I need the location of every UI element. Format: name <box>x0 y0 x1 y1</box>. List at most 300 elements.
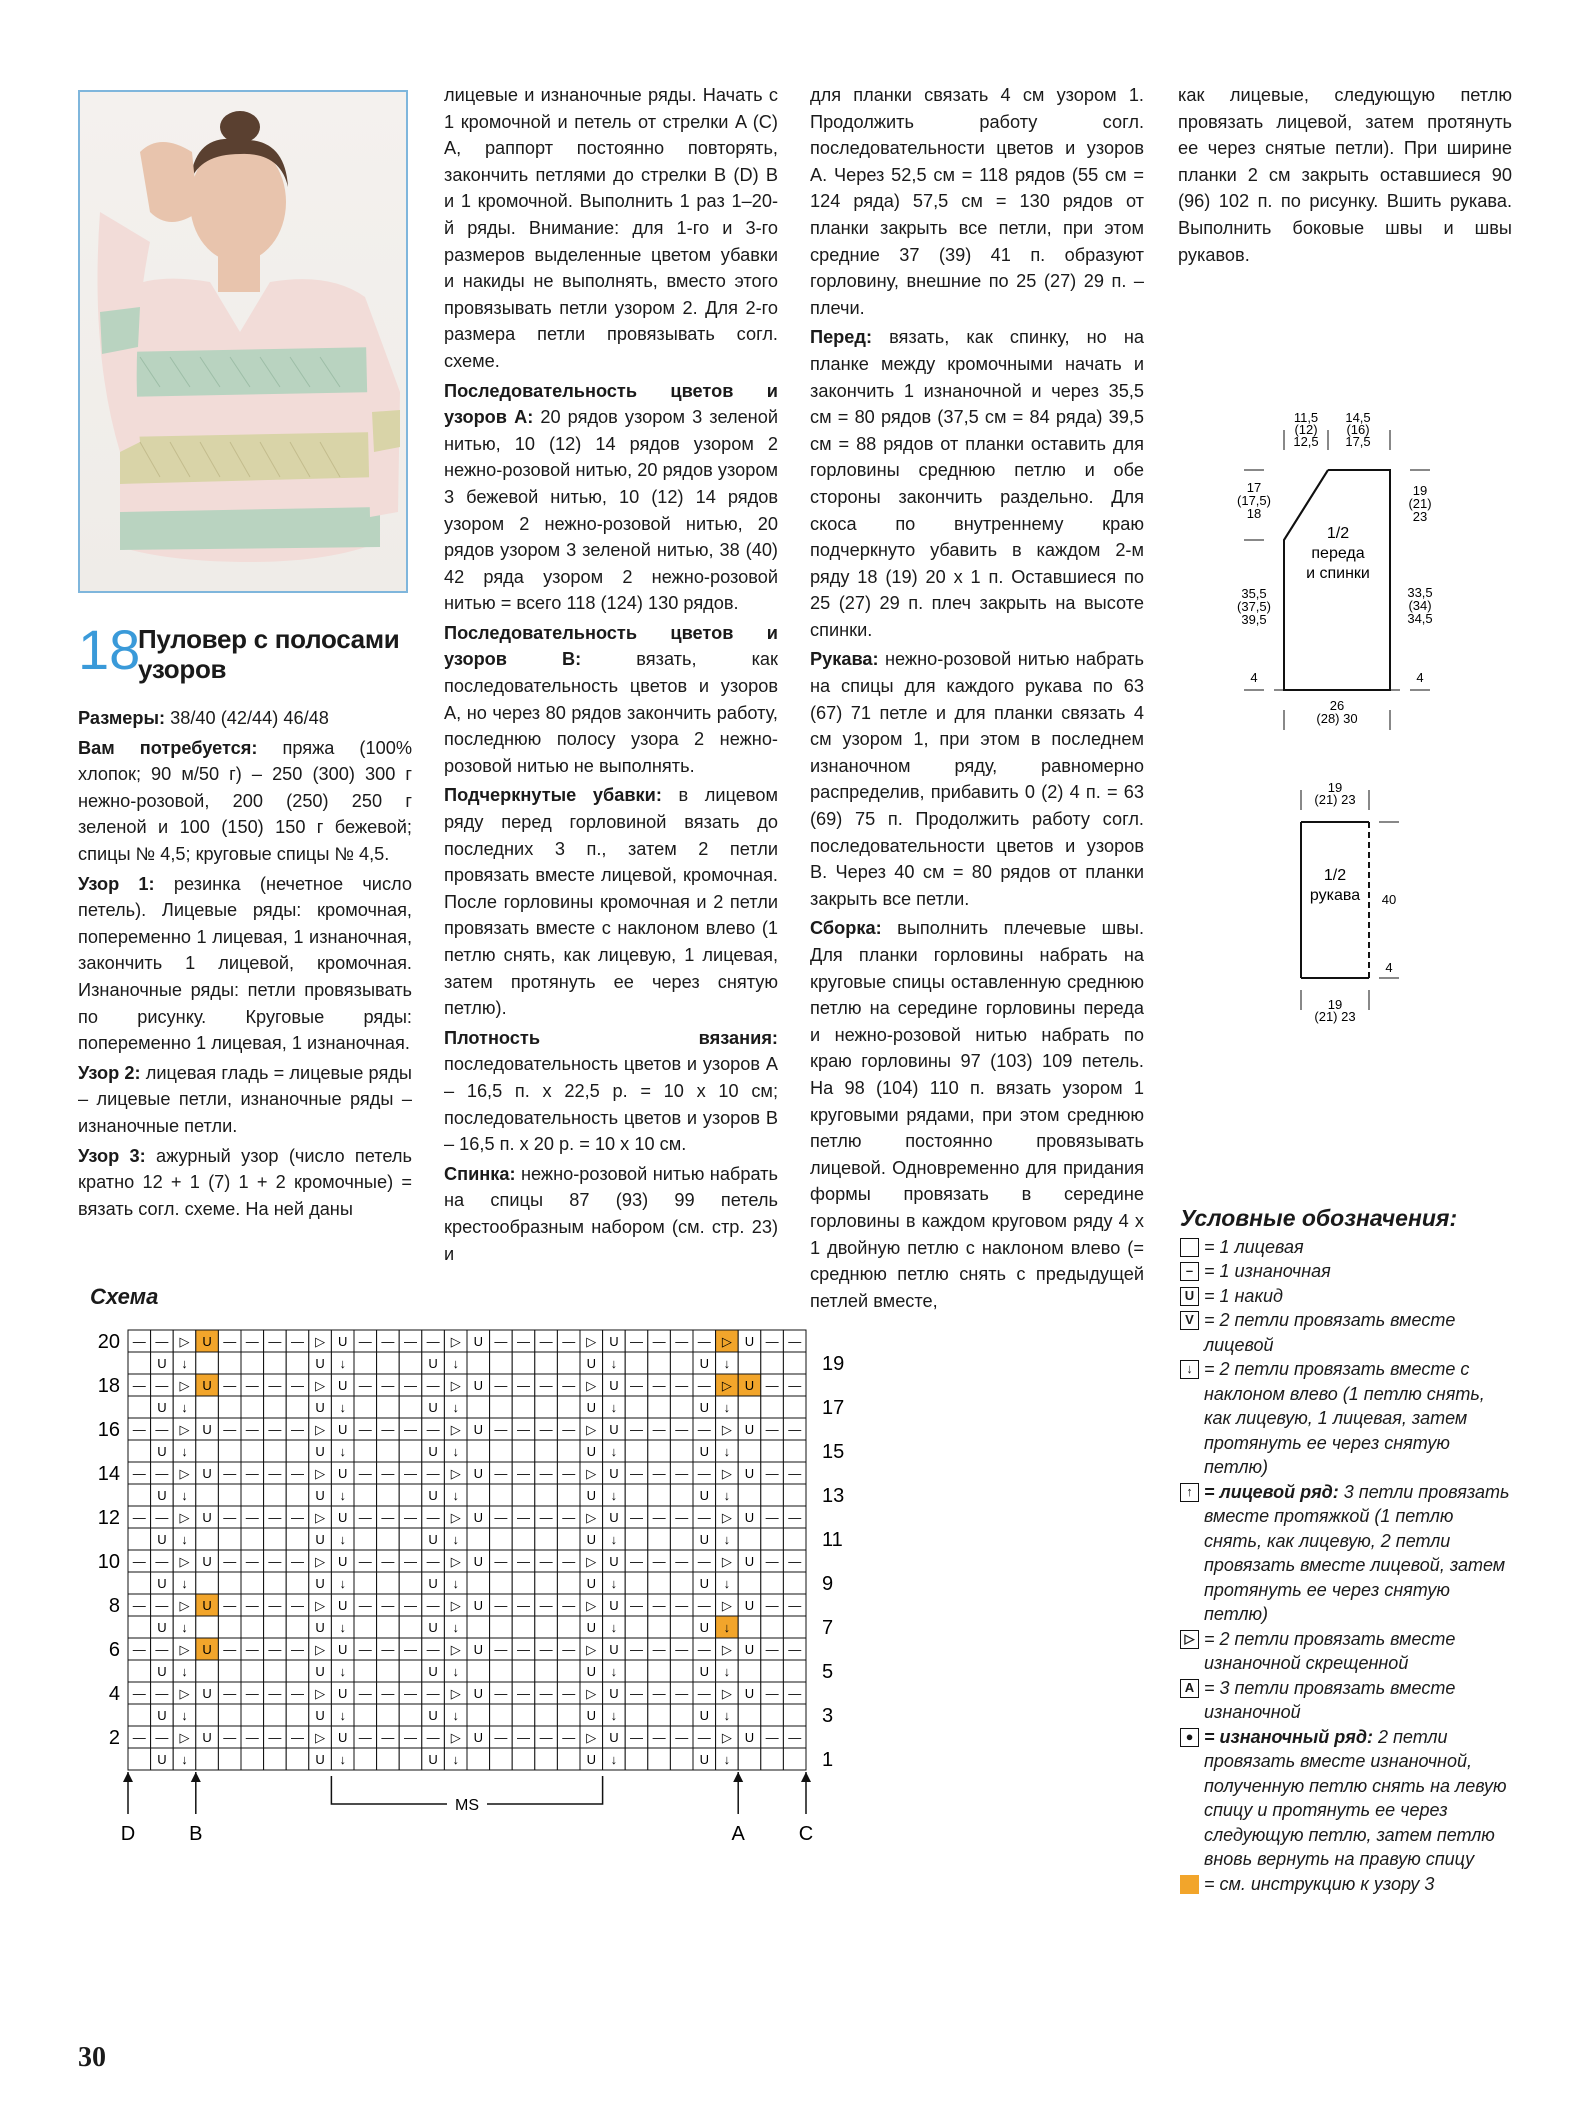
chart-stitch: ↓ <box>723 1620 731 1635</box>
chart-stitch: U <box>315 1752 325 1767</box>
chart-stitch: U <box>609 1642 619 1657</box>
chart-cell <box>490 1352 513 1374</box>
chart-arrow-head <box>733 1772 743 1782</box>
chart-stitch: ▷ <box>586 1554 597 1569</box>
chart-stitch: ▷ <box>315 1730 326 1745</box>
paragraph <box>810 82 1144 321</box>
pattern-number: 18 <box>78 618 141 681</box>
chart-cell <box>467 1572 490 1594</box>
chart-cell <box>670 1484 693 1506</box>
chart-stitch: — <box>245 1598 259 1613</box>
chart-cell <box>625 1704 648 1726</box>
chart-stitch: — <box>539 1422 553 1437</box>
legend-text: = 1 лицевая <box>1204 1236 1304 1257</box>
chart-stitch: ↓ <box>610 1488 618 1503</box>
chart-cell <box>512 1352 535 1374</box>
paragraph-label: Последовательность цветов и узоров A: <box>444 380 778 428</box>
chart-stitch: — <box>562 1730 576 1745</box>
chart-stitch: U <box>202 1466 212 1481</box>
chart-cell <box>467 1660 490 1682</box>
chart-stitch: — <box>245 1378 259 1393</box>
chart-stitch: — <box>788 1686 802 1701</box>
text-column-3 <box>810 82 1144 1317</box>
chart-stitch: — <box>268 1686 282 1701</box>
chart-stitch: ▷ <box>586 1598 597 1613</box>
chart-stitch: ▷ <box>721 1598 732 1613</box>
chart-stitch: ↓ <box>339 1576 346 1591</box>
chart-stitch: — <box>245 1642 259 1657</box>
chart-row-label-left: 6 <box>108 1639 120 1661</box>
chart-stitch: — <box>404 1642 417 1657</box>
chart-cell <box>128 1660 151 1682</box>
chart-stitch: ▷ <box>179 1466 190 1481</box>
paragraph-label: Рукава: <box>810 649 879 670</box>
chart-cell <box>625 1660 648 1682</box>
chart-row-label-right: 17 <box>822 1397 845 1419</box>
chart-stitch: U <box>428 1532 438 1547</box>
chart-stitch: ▷ <box>315 1378 326 1393</box>
chart-stitch: ▷ <box>179 1642 190 1657</box>
chart-stitch: ▷ <box>315 1334 326 1349</box>
chart-cell <box>196 1704 219 1726</box>
chart-stitch: U <box>586 1752 596 1767</box>
chart-stitch: ↓ <box>452 1400 459 1415</box>
chart-stitch: — <box>268 1422 282 1437</box>
chart-stitch: U <box>157 1356 167 1371</box>
chart-stitch: — <box>652 1686 666 1701</box>
chart-stitch: — <box>245 1422 259 1437</box>
chart-stitch: ▷ <box>179 1378 190 1393</box>
chart-stitch: U <box>338 1686 348 1701</box>
paragraph-label: Последовательность цветов и узоров B: <box>444 622 778 670</box>
chart-stitch: U <box>338 1598 348 1613</box>
chart-stitch: ▷ <box>450 1422 461 1437</box>
chart-stitch: — <box>765 1598 779 1613</box>
chart-stitch: — <box>223 1730 237 1745</box>
chart-stitch: — <box>630 1642 643 1657</box>
chart-cell <box>218 1616 241 1638</box>
chart-stitch: U <box>428 1620 438 1635</box>
paragraph <box>1178 82 1512 268</box>
chart-cell <box>648 1396 671 1418</box>
chart-stitch: ▷ <box>315 1422 326 1437</box>
paragraph <box>444 378 778 617</box>
chart-cell <box>490 1748 513 1770</box>
chart-cell <box>128 1616 151 1638</box>
chart-stitch: ↓ <box>339 1444 346 1459</box>
chart-stitch: ↓ <box>723 1576 731 1591</box>
schema-title: Схема <box>90 1284 159 1309</box>
chart-stitch: — <box>155 1422 169 1437</box>
chart-stitch: — <box>562 1466 576 1481</box>
chart-stitch: ▷ <box>586 1378 597 1393</box>
chart-stitch: U <box>428 1400 438 1415</box>
body-right-lower: 33,5 (34) 34,5 <box>1407 585 1433 626</box>
chart-stitch: — <box>562 1554 576 1569</box>
chart-stitch: ▷ <box>450 1378 461 1393</box>
chart-cell <box>241 1748 264 1770</box>
chart-stitch: — <box>697 1378 711 1393</box>
chart-stitch: ▷ <box>586 1730 597 1745</box>
chart-stitch: — <box>675 1642 689 1657</box>
chart-cell <box>670 1352 693 1374</box>
chart-cell <box>648 1660 671 1682</box>
chart-stitch: ↓ <box>181 1356 188 1371</box>
chart-row-label-right: 1 <box>822 1749 834 1771</box>
chart-cell <box>535 1572 558 1594</box>
chart-stitch: — <box>426 1598 440 1613</box>
chart-cell <box>218 1484 241 1506</box>
chart-stitch: — <box>223 1554 237 1569</box>
chart-cell <box>557 1616 580 1638</box>
chart-cell <box>467 1704 490 1726</box>
chart-cell <box>761 1484 784 1506</box>
legend-symbol-icon: ↑ <box>1180 1483 1199 1502</box>
chart-stitch: U <box>202 1554 212 1569</box>
paragraph <box>78 871 412 1057</box>
chart-stitch: ↓ <box>723 1444 731 1459</box>
chart-stitch: — <box>426 1730 440 1745</box>
chart-stitch: U <box>744 1378 755 1393</box>
chart-stitch: U <box>609 1334 619 1349</box>
chart-stitch: — <box>630 1334 643 1349</box>
chart-cell <box>196 1528 219 1550</box>
chart-stitch: — <box>268 1642 282 1657</box>
chart-stitch: U <box>744 1598 755 1613</box>
chart-cell <box>535 1616 558 1638</box>
legend-item <box>1180 1284 1510 1309</box>
paragraph <box>78 705 412 732</box>
chart-stitch: — <box>494 1422 508 1437</box>
chart-cell <box>241 1616 264 1638</box>
paragraph <box>810 324 1144 643</box>
chart-cell <box>625 1616 648 1638</box>
chart-stitch: — <box>539 1598 553 1613</box>
chart-stitch: ↓ <box>339 1400 346 1415</box>
chart-stitch: ↓ <box>181 1664 188 1679</box>
chart-cell <box>557 1484 580 1506</box>
chart-stitch: U <box>315 1664 325 1679</box>
chart-cell <box>241 1528 264 1550</box>
chart-cell <box>625 1352 648 1374</box>
chart-stitch: ↓ <box>452 1576 459 1591</box>
chart-cell <box>512 1572 535 1594</box>
chart-cell <box>625 1396 648 1418</box>
chart-stitch: — <box>223 1686 237 1701</box>
chart-cell <box>761 1704 784 1726</box>
chart-stitch: — <box>426 1510 440 1525</box>
chart-stitch: ↓ <box>723 1664 731 1679</box>
chart-stitch: — <box>404 1554 417 1569</box>
paragraph-label: Размеры: <box>78 708 166 728</box>
chart-cell <box>354 1396 377 1418</box>
chart-stitch: — <box>675 1378 689 1393</box>
chart-stitch: — <box>517 1554 530 1569</box>
chart-stitch: U <box>473 1510 483 1525</box>
paragraph-label: Узор 1: <box>78 873 155 894</box>
paragraph-text: выполнить плечевые швы. Для планки горловины набрать на круговые спицы оставленную среднюю петлю на середине горловины переда и нежно-розовой нитью набрать по краю горловины 97 (103) 109 петель. На 98 (104) 110 п. вязать узором 1 круговыми рядами, при этом среднюю петлю постоянно провязывать лицевой. Одновременно для придания формы провязать в середине горловины в каждом круговом ряду 4 x 1 двойную петлю с наклоном влево (= среднюю петлю снять с предыдущей петлей вместе, <box>810 918 1144 1311</box>
chart-stitch: — <box>291 1378 304 1393</box>
chart-stitch: ↓ <box>610 1752 618 1767</box>
chart-stitch: — <box>562 1598 576 1613</box>
chart-stitch: — <box>652 1642 666 1657</box>
chart-row-label-right: 13 <box>822 1485 845 1507</box>
chart-stitch: — <box>223 1334 237 1349</box>
chart-stitch: U <box>157 1664 167 1679</box>
chart-stitch: — <box>630 1466 643 1481</box>
chart-stitch: — <box>652 1422 666 1437</box>
chart-cell <box>196 1440 219 1462</box>
chart-cell <box>761 1572 784 1594</box>
chart-stitch: U <box>609 1422 619 1437</box>
chart-cell <box>670 1660 693 1682</box>
paragraph-text: как лицевые, следующую петлю провязать лицевой, затем протянуть ее через снятые петли). При ширине планки 2 см закрыть оставшиеся 90 (96) 102 п. по рисунку. Вшить рукава. Выполнить боковые швы и швы рукавов. <box>1178 85 1512 265</box>
chart-stitch: ▷ <box>586 1642 597 1657</box>
chart-cell <box>490 1704 513 1726</box>
chart-stitch: U <box>586 1708 596 1723</box>
chart-stitch: — <box>381 1378 395 1393</box>
chart-stitch: — <box>697 1642 711 1657</box>
paragraph-text: 38/40 (42/44) 46/48 <box>165 708 329 728</box>
chart-cell <box>218 1748 241 1770</box>
stitch-chart <box>80 1320 1110 1845</box>
chart-stitch: — <box>426 1642 440 1657</box>
chart-stitch: U <box>586 1664 596 1679</box>
chart-cell <box>783 1528 806 1550</box>
chart-cell <box>218 1660 241 1682</box>
chart-stitch: — <box>404 1466 417 1481</box>
chart-stitch: — <box>404 1598 417 1613</box>
chart-stitch: — <box>788 1334 802 1349</box>
chart-stitch: — <box>223 1422 237 1437</box>
paragraph-text: резинка (нечетное число петель). Лицевые ряды: кромочная, попеременно 1 лицевая, 1 изнаночная, закончить 1 лицевой, кромочная. Изнаночные ряды: петли провязывать по рисунку. Круговые ряды: попеременно 1 лицевая, 1 изнаночная. <box>78 873 412 1054</box>
chart-cell <box>377 1440 400 1462</box>
chart-stitch: — <box>268 1598 282 1613</box>
chart-stitch: — <box>223 1466 237 1481</box>
body-bottom: 26 (28) 30 <box>1316 698 1358 726</box>
chart-stitch: — <box>765 1686 779 1701</box>
chart-row-label-right: 15 <box>822 1441 845 1463</box>
chart-stitch: ↓ <box>181 1576 188 1591</box>
legend-symbol-icon <box>1180 1875 1199 1894</box>
text-column-4 <box>1178 82 1512 271</box>
chart-stitch: ↓ <box>610 1444 618 1459</box>
chart-stitch: ↓ <box>181 1752 188 1767</box>
chart-stitch: — <box>381 1510 395 1525</box>
chart-stitch: ↓ <box>181 1620 188 1635</box>
chart-stitch: ↓ <box>181 1708 188 1723</box>
chart-cell <box>218 1352 241 1374</box>
chart-stitch: — <box>765 1466 779 1481</box>
chart-stitch: U <box>338 1730 348 1745</box>
chart-stitch: — <box>652 1334 666 1349</box>
chart-cell <box>625 1440 648 1462</box>
chart-stitch: — <box>155 1686 169 1701</box>
chart-stitch: — <box>426 1422 440 1437</box>
chart-stitch: — <box>245 1686 259 1701</box>
chart-stitch: ▷ <box>721 1554 732 1569</box>
paragraph <box>78 1060 412 1140</box>
chart-stitch: — <box>765 1422 779 1437</box>
paragraph-label: Перед: <box>810 327 873 348</box>
body-left-lower: 35,5 (37,5) 39,5 <box>1237 586 1271 627</box>
chart-stitch: — <box>788 1730 802 1745</box>
chart-stitch: ▷ <box>721 1642 732 1657</box>
chart-stitch: — <box>494 1598 508 1613</box>
chart-stitch: ↓ <box>452 1620 459 1635</box>
chart-cell <box>241 1352 264 1374</box>
paragraph-text: последовательность цветов и узоров A – 16,5 п. x 22,5 р. = 10 x 10 см; последовательность цветов и узоров B – 16,5 п. x 20 р. = 10 x 10 см. <box>444 1054 778 1155</box>
chart-stitch: U <box>744 1466 755 1481</box>
chart-row-label-left: 14 <box>97 1463 120 1485</box>
chart-stitch: ↓ <box>723 1400 731 1415</box>
chart-stitch: — <box>132 1598 146 1613</box>
chart-stitch: ↓ <box>452 1532 459 1547</box>
chart-stitch: U <box>428 1752 438 1767</box>
chart-cell <box>241 1484 264 1506</box>
chart-row-label-right: 9 <box>822 1573 834 1595</box>
chart-cell <box>738 1484 761 1506</box>
chart-stitch: ▷ <box>179 1422 190 1437</box>
chart-cell <box>264 1396 287 1418</box>
chart-stitch: — <box>539 1378 553 1393</box>
chart-cell <box>783 1484 806 1506</box>
chart-cell <box>196 1748 219 1770</box>
chart-stitch: ↓ <box>610 1708 618 1723</box>
text-column-2 <box>444 82 778 1270</box>
legend-item <box>1180 1259 1510 1284</box>
chart-cell <box>648 1704 671 1726</box>
chart-cell <box>286 1748 309 1770</box>
chart-stitch: U <box>744 1730 755 1745</box>
chart-stitch: U <box>338 1554 348 1569</box>
chart-stitch: ▷ <box>721 1466 732 1481</box>
paragraph-text: лицевые и изнаночные ряды. Начать с 1 кромочной и петель от стрелки A (C) A, раппорт постоянно повторять, закончить петлями до стрелки B (D) B и 1 кромочной. Выполнить 1 раз 1–20-й ряды. Внимание: для 1-го и 3-го размеров выделенные цветом убавки и накиды не выполнять, вместо этого провязывать петли узором 2. Для 2-го размера петли провязывать согл. схеме. <box>444 85 778 371</box>
chart-row-label-left: 2 <box>108 1727 120 1749</box>
sleeve-bottom: 19 (21) 23 <box>1314 997 1356 1024</box>
chart-stitch: — <box>517 1378 530 1393</box>
chart-stitch: — <box>381 1466 395 1481</box>
chart-stitch: U <box>315 1444 325 1459</box>
paragraph-text: в лицевом ряду перед горловиной вязать до последних 3 п., затем 2 петли провязать вместе лицевой, кромочная. После горловины кромочная и 2 петли провязать вместе с наклоном влево (1 петлю снять, как лицевую, 1 лицевая, затем протянуть ее через снятую петлю). <box>444 785 778 1019</box>
chart-cell <box>557 1660 580 1682</box>
chart-stitch: — <box>494 1334 508 1349</box>
chart-cell <box>783 1572 806 1594</box>
chart-stitch: — <box>245 1334 259 1349</box>
chart-cell <box>512 1484 535 1506</box>
chart-stitch: U <box>609 1730 619 1745</box>
chart-cell <box>286 1660 309 1682</box>
chart-cell <box>535 1484 558 1506</box>
body-label: 1/2 переда и спинки <box>1306 525 1370 582</box>
legend-symbol-icon: ● <box>1180 1728 1199 1747</box>
chart-stitch: — <box>788 1510 802 1525</box>
chart-cell <box>648 1484 671 1506</box>
body-left-upper: 17 (17,5) 18 <box>1237 480 1271 521</box>
chart-stitch: — <box>381 1334 395 1349</box>
chart-repeat-label: MS <box>455 1797 479 1814</box>
chart-stitch: — <box>381 1554 395 1569</box>
chart-stitch: — <box>155 1510 169 1525</box>
chart-stitch: — <box>132 1422 146 1437</box>
paragraph-text: ажурный узор (число петель кратно 12 + 1 (7) 1 + 2 кромочные) = вязать согл. схеме. На ней даны <box>78 1145 412 1219</box>
legend-text: 3 петли провязать вместе протяжкой (1 петлю снять, как лицевую, 2 петли провязать вместе лицевой, затем протянуть ее через снятую петлю) <box>1204 1481 1510 1624</box>
chart-stitch: — <box>132 1686 146 1701</box>
chart-cell <box>625 1748 648 1770</box>
chart-stitch: U <box>699 1444 709 1459</box>
legend-text: = 2 петли провязать вместе лицевой <box>1204 1310 1456 1355</box>
chart-stitch: — <box>675 1422 689 1437</box>
chart-row-label-left: 16 <box>97 1419 120 1441</box>
chart-cell <box>738 1396 761 1418</box>
chart-stitch: U <box>586 1532 596 1547</box>
chart-cell <box>557 1528 580 1550</box>
chart-stitch: U <box>699 1664 709 1679</box>
chart-stitch: U <box>202 1378 212 1393</box>
chart-stitch: ↓ <box>723 1356 731 1371</box>
chart-stitch: — <box>630 1554 643 1569</box>
paragraph-label: Вам потребуется: <box>78 737 258 758</box>
chart-stitch: U <box>202 1598 212 1613</box>
chart-stitch: — <box>291 1686 304 1701</box>
chart-cell <box>535 1704 558 1726</box>
chart-cell <box>490 1440 513 1462</box>
chart-stitch: U <box>315 1356 325 1371</box>
chart-cell <box>761 1352 784 1374</box>
chart-stitch: U <box>609 1510 619 1525</box>
chart-stitch: — <box>404 1686 417 1701</box>
chart-stitch: ↓ <box>610 1532 618 1547</box>
chart-cell <box>467 1484 490 1506</box>
chart-stitch: ↓ <box>723 1708 731 1723</box>
chart-stitch: — <box>291 1554 304 1569</box>
chart-cell <box>241 1396 264 1418</box>
paragraph-text: нежно-розовой нитью набрать на спицы для каждого рукава по 63 (67) 71 петле и для планки связать 4 см узором 1, при этом в последнем изнаночном ряду, равномерно распределив, прибавить 0 (2) 4 п. = 63 (69) 75 п. Продолжить работу согл. последовательности цветов и узоров B. Через 40 см = 80 рядов от планки закрыть все петли. <box>810 649 1144 909</box>
chart-stitch: — <box>132 1334 146 1349</box>
chart-stitch: U <box>699 1620 709 1635</box>
chart-cell <box>648 1572 671 1594</box>
chart-row-label-right: 3 <box>822 1705 834 1727</box>
chart-stitch: — <box>765 1554 779 1569</box>
chart-cell <box>196 1660 219 1682</box>
text-column-1 <box>78 705 412 1225</box>
chart-cell <box>761 1440 784 1462</box>
chart-stitch: ↓ <box>339 1488 346 1503</box>
paragraph-text: вязать, как последовательность цветов и узоров A, но через 80 рядов закончить работу, последнюю полосу узора 2 нежно-розовой нитью не выполнять. <box>444 649 778 776</box>
legend-symbol-icon: U <box>1180 1287 1199 1306</box>
chart-stitch: U <box>157 1620 167 1635</box>
chart-cell <box>783 1396 806 1418</box>
paragraph <box>444 620 778 780</box>
chart-stitch: U <box>202 1642 212 1657</box>
chart-cell <box>535 1352 558 1374</box>
chart-stitch: — <box>358 1642 372 1657</box>
chart-stitch: U <box>744 1554 755 1569</box>
chart-stitch: — <box>494 1378 508 1393</box>
chart-stitch: — <box>494 1642 508 1657</box>
chart-cell <box>535 1396 558 1418</box>
chart-stitch: — <box>291 1510 304 1525</box>
chart-cell <box>354 1704 377 1726</box>
chart-stitch: U <box>473 1730 483 1745</box>
chart-cell <box>625 1572 648 1594</box>
chart-cell <box>783 1352 806 1374</box>
chart-stitch: — <box>381 1686 395 1701</box>
chart-cell <box>490 1396 513 1418</box>
chart-stitch: — <box>268 1334 282 1349</box>
chart-stitch: — <box>539 1686 553 1701</box>
chart-stitch: — <box>517 1598 530 1613</box>
